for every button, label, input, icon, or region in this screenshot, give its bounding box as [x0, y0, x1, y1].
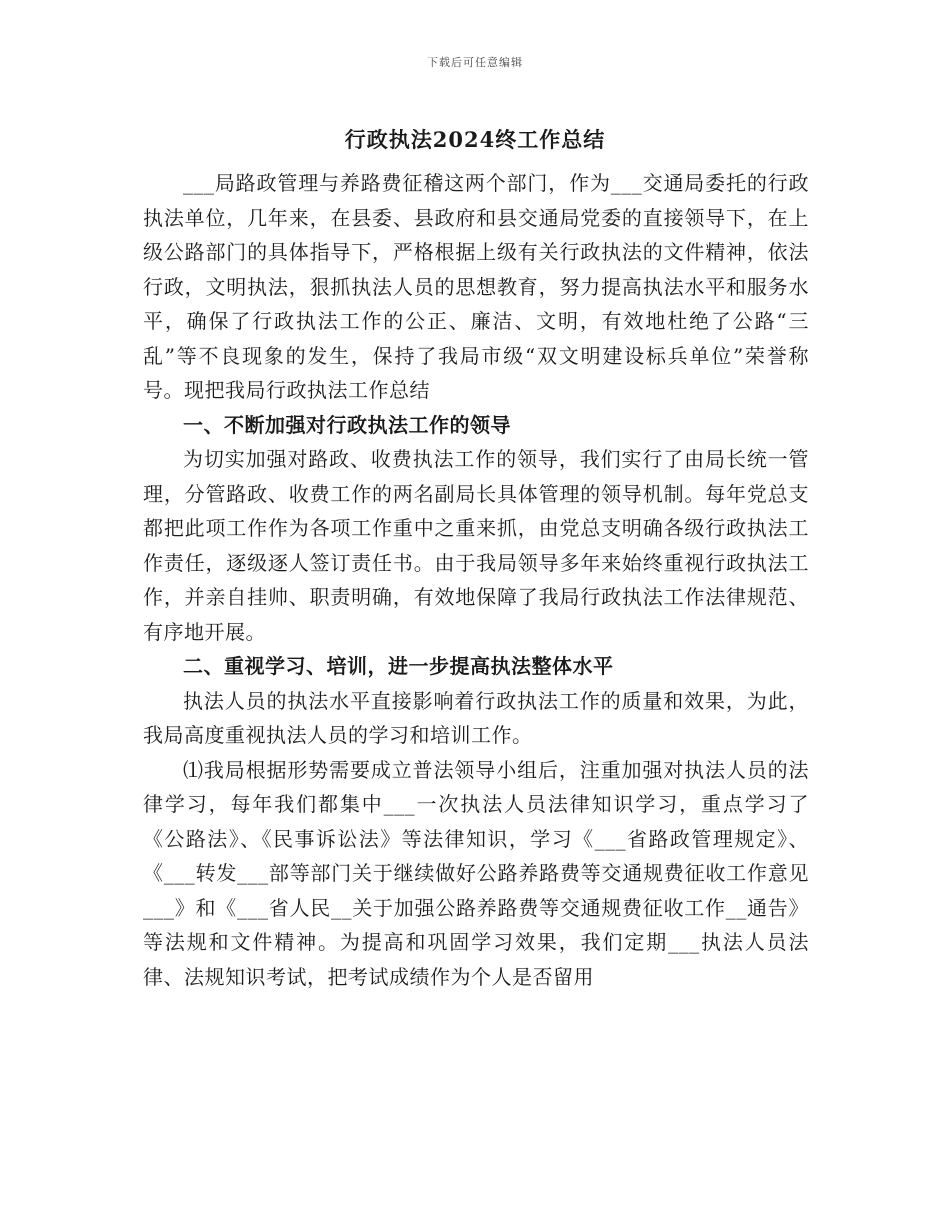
section-2-paragraph-2: ⑴我局根据形势需要成立普法领导小组后，注重加强对执法人员的法律学习，每年我们都集中___一次执法人员法律知识学习，重点学习了《公路法》、《民事诉讼法》等法律知识，学习《___省路政管理规定》、《___转发___部等部门关于继续做好公路养路费等交通规费征收工作意见___》和《___省人民__关于加强公路养路费等交通规费征收工作__通告》等法规和文件精神。为提高和巩固学习效果，我们定期___执法人员法律、法规知识考试，把考试成绩作为个人是否留用 [143, 757, 809, 989]
section-2-heading: 二、重视学习、培训，进一步提高执法整体水平 [183, 654, 614, 678]
page-title: 行政执法2024终工作总结 [344, 127, 606, 152]
section-1-paragraph: 为切实加强对路政、收费执法工作的领导，我们实行了由局长统一管理，分管路政、收费工作的两名副局长具体管理的领导机制。每年党总支都把此项工作作为各项工作重中之重来抓，由党总支明确各级行政执法工作责任，逐级逐人签订责任书。由于我局领导多年来始终重视行政执法工作，并亲自挂帅、职责明确，有效地保障了我局行政执法工作法律规范、有序地开展。 [143, 447, 809, 644]
section-2-paragraph-1: 执法人员的执法水平直接影响着行政执法工作的质量和效果，为此，我局高度重视执法人员的学习和培训工作。 [143, 688, 809, 747]
section-1-heading: 一、不断加强对行政执法工作的领导 [183, 412, 511, 437]
document-body [143, 166, 809, 994]
header-note: 下载后可任意编辑 [427, 56, 523, 69]
intro-paragraph: ___局路政管理与养路费征稽这两个部门，作为___交通局委托的行政执法单位，几年来，在县委、县政府和县交通局党委的直接领导下，在上级公路部门的具体指导下，严格根据上级有关行政执法的文件精神，依法行政，文明执法，狠抓执法人员的思想教育，努力提高执法水平和服务水平，确保了行政执法工作的公正、廉洁、文明，有效地杜绝了公路“三乱”等不良现象的发生，保持了我局市级“双文明建设标兵单位”荣誉称号。现把我局行政执法工作总结 [143, 171, 809, 402]
